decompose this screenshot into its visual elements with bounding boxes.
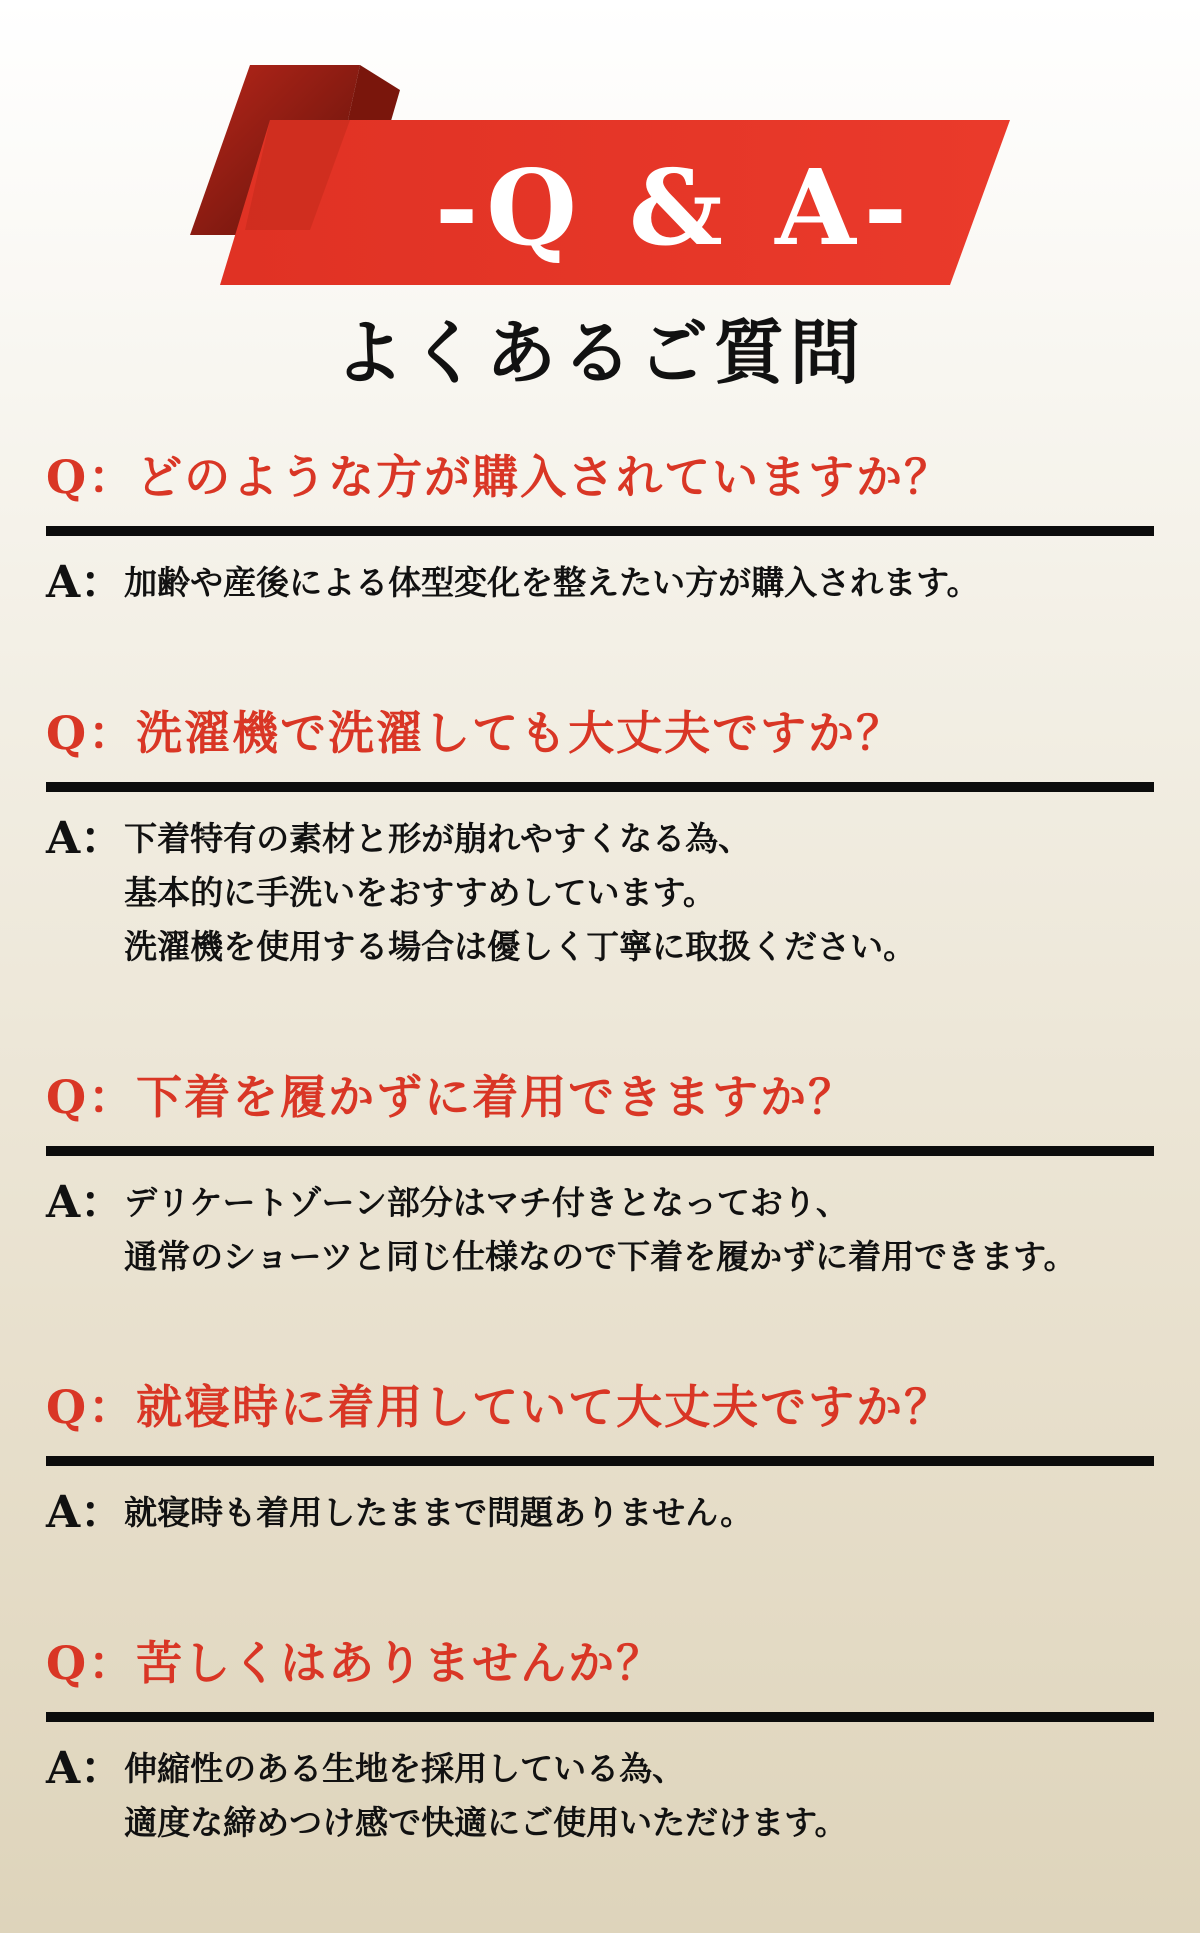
answer-label: A： <box>46 1177 125 1228</box>
question-label: Q： <box>46 450 137 504</box>
answer-line: 加齢や産後による体型変化を整えたい方が購入されます。 <box>124 563 980 602</box>
faq-question <box>46 1626 1154 1700</box>
faq-item <box>46 696 1154 974</box>
faq-question <box>46 1370 1154 1444</box>
answer-line: 基本的に手洗いをおすすめしています。 <box>124 873 716 912</box>
faq-divider <box>46 1712 1154 1722</box>
answer-label: A： <box>46 1743 125 1794</box>
faq-question <box>46 440 1154 514</box>
answer-line: 伸縮性のある生地を採用している為、 <box>124 1749 686 1788</box>
question-text: 洗濯機で洗濯しても大丈夫ですか？ <box>136 706 905 760</box>
faq-item <box>46 440 1154 610</box>
faq-question <box>46 696 1154 770</box>
question-text: 苦しくはありませんか？ <box>136 1636 665 1690</box>
faq-answer <box>46 1176 1154 1284</box>
faq-divider <box>46 1146 1154 1156</box>
answer-label: A： <box>46 813 125 864</box>
faq-item <box>46 1370 1154 1540</box>
faq-divider <box>46 526 1154 536</box>
banner-title: -Q & A- <box>435 146 915 269</box>
answer-label: A： <box>46 557 125 608</box>
answer-line: 下着特有の素材と形が崩れやすくなる為、 <box>124 819 752 858</box>
faq-question <box>46 1060 1154 1134</box>
answer-line: 洗濯機を使用する場合は優しく丁寧に取扱ください。 <box>124 927 917 966</box>
question-label: Q： <box>46 1636 137 1690</box>
faq-answer <box>46 1742 1154 1850</box>
faq-item <box>46 1060 1154 1284</box>
question-label: Q： <box>46 1070 137 1124</box>
faq-item <box>46 1626 1154 1850</box>
question-text: 下着を履かずに着用できますか？ <box>136 1070 857 1124</box>
answer-label: A： <box>46 1487 125 1538</box>
question-label: Q： <box>46 1380 137 1434</box>
faq-answer <box>46 1486 1154 1540</box>
answer-line: 就寝時も着用したままで問題ありません。 <box>124 1493 754 1532</box>
question-text: 就寝時に着用していて大丈夫ですか？ <box>136 1380 953 1434</box>
qa-banner <box>190 60 1010 300</box>
faq-answer <box>46 812 1154 974</box>
faq-divider <box>46 1456 1154 1466</box>
faq-answer <box>46 556 1154 610</box>
question-label: Q： <box>46 706 137 760</box>
answer-line: 通常のショーツと同じ仕様なので下着を履かずに着用できます。 <box>124 1237 1077 1276</box>
answer-line: デリケートゾーン部分はマチ付きとなっており、 <box>124 1183 849 1222</box>
question-text: どのような方が購入されていますか？ <box>136 450 953 504</box>
answer-line: 適度な締めつけ感で快適にご使用いただけます。 <box>124 1803 848 1842</box>
page-subtitle: よくあるご質問 <box>334 311 866 394</box>
faq-divider <box>46 782 1154 792</box>
